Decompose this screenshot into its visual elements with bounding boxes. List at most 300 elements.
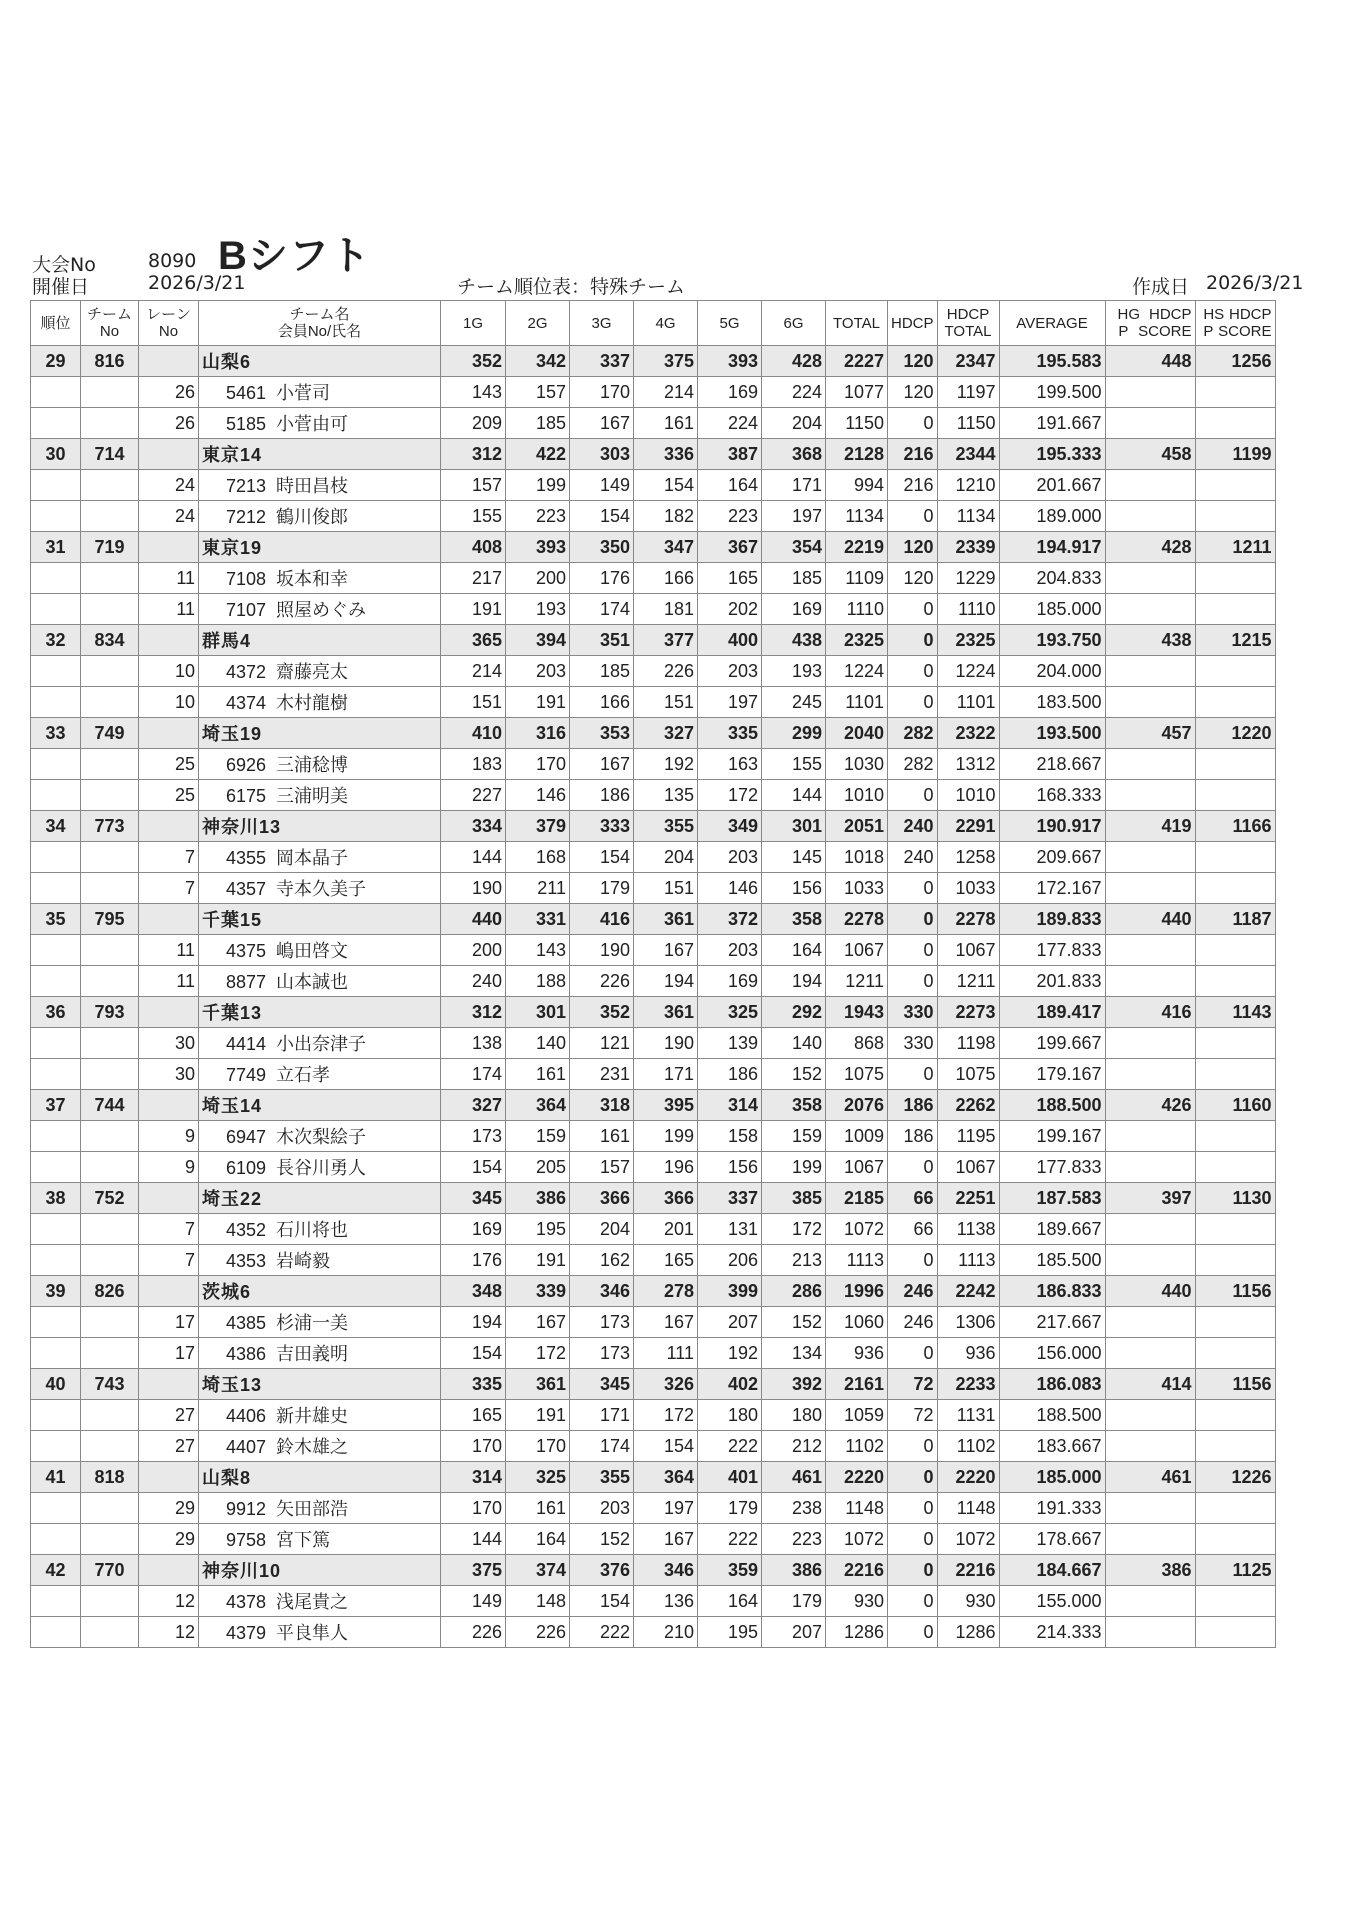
member-no: 4407	[225, 1437, 266, 1457]
member-game-5: 222	[698, 1524, 762, 1555]
team-game-1: 345	[441, 1183, 506, 1214]
member-rank-empty	[31, 470, 81, 501]
member-game-4: 181	[634, 594, 698, 625]
member-lane: 7	[139, 842, 199, 873]
member-hs-empty	[1195, 501, 1275, 532]
team-game-4: 278	[634, 1276, 698, 1307]
team-game-5: 335	[698, 718, 762, 749]
member-row	[31, 1214, 1276, 1245]
col-5g: 5G	[698, 301, 762, 346]
member-name: 小菅由可	[276, 414, 348, 434]
member-no: 6926	[225, 755, 266, 775]
member-game-1: 170	[441, 1493, 506, 1524]
member-hs-empty	[1195, 873, 1275, 904]
member-game-6: 193	[762, 656, 826, 687]
team-total: 2325	[826, 625, 888, 656]
member-hdcp: 0	[888, 501, 938, 532]
team-hs-score: 1166	[1195, 811, 1275, 842]
member-lane: 24	[139, 501, 199, 532]
member-hdcp: 120	[888, 563, 938, 594]
member-hdcp: 120	[888, 377, 938, 408]
member-no-name	[199, 935, 441, 966]
team-game-2: 301	[506, 997, 570, 1028]
member-no-name	[199, 656, 441, 687]
team-game-5: 393	[698, 346, 762, 377]
team-rank: 35	[31, 904, 81, 935]
member-game-2: 203	[506, 656, 570, 687]
member-game-3: 203	[570, 1493, 634, 1524]
member-total: 1010	[826, 780, 888, 811]
member-hs-empty	[1195, 1059, 1275, 1090]
member-hg-empty	[1105, 1493, 1195, 1524]
member-lane: 7	[139, 873, 199, 904]
team-hs-score: 1220	[1195, 718, 1275, 749]
member-hdcp: 66	[888, 1214, 938, 1245]
team-no: 743	[81, 1369, 139, 1400]
member-name: 嶋田啓文	[276, 941, 348, 961]
member-game-5: 195	[698, 1617, 762, 1648]
team-hg-score: 457	[1105, 718, 1195, 749]
member-rank-empty	[31, 1059, 81, 1090]
team-game-2: 393	[506, 532, 570, 563]
member-team-empty	[81, 563, 139, 594]
member-row	[31, 1400, 1276, 1431]
member-game-3: 154	[570, 842, 634, 873]
member-team-empty	[81, 408, 139, 439]
member-total: 1072	[826, 1524, 888, 1555]
member-game-5: 203	[698, 656, 762, 687]
member-hs-empty	[1195, 1028, 1275, 1059]
col-hg: HG HDCP P SCORE	[1105, 301, 1195, 346]
team-total: 2161	[826, 1369, 888, 1400]
member-name: 鶴川俊郎	[276, 507, 348, 527]
member-team-empty	[81, 1245, 139, 1276]
team-lane-empty	[139, 625, 199, 656]
member-game-1: 144	[441, 842, 506, 873]
member-game-4: 167	[634, 935, 698, 966]
member-no-name	[199, 780, 441, 811]
team-hdcp: 72	[888, 1369, 938, 1400]
member-name: 吉田義明	[276, 1344, 348, 1364]
member-rank-empty	[31, 1028, 81, 1059]
member-row	[31, 377, 1276, 408]
member-game-3: 170	[570, 377, 634, 408]
member-game-4: 196	[634, 1152, 698, 1183]
member-hdcp-total: 1072	[937, 1524, 999, 1555]
member-rank-empty	[31, 687, 81, 718]
team-hdcp-total: 2344	[937, 439, 999, 470]
member-hdcp: 0	[888, 1431, 938, 1462]
member-row	[31, 470, 1276, 501]
team-game-5: 401	[698, 1462, 762, 1493]
member-game-1: 214	[441, 656, 506, 687]
team-average: 188.500	[999, 1090, 1105, 1121]
member-game-6: 179	[762, 1586, 826, 1617]
member-no-name	[199, 1028, 441, 1059]
member-lane: 10	[139, 687, 199, 718]
member-team-empty	[81, 1400, 139, 1431]
member-hdcp-total: 1258	[937, 842, 999, 873]
member-lane: 30	[139, 1059, 199, 1090]
member-hdcp: 0	[888, 935, 938, 966]
team-hg-score: 419	[1105, 811, 1195, 842]
team-lane-empty	[139, 1555, 199, 1586]
member-game-1: 176	[441, 1245, 506, 1276]
member-average: 209.667	[999, 842, 1105, 873]
team-average: 187.583	[999, 1183, 1105, 1214]
team-game-3: 350	[570, 532, 634, 563]
member-game-4: 154	[634, 1431, 698, 1462]
member-game-2: 205	[506, 1152, 570, 1183]
team-hdcp: 0	[888, 904, 938, 935]
team-lane-empty	[139, 1369, 199, 1400]
team-rank: 38	[31, 1183, 81, 1214]
member-game-5: 202	[698, 594, 762, 625]
member-total: 1018	[826, 842, 888, 873]
member-game-3: 174	[570, 594, 634, 625]
team-lane-empty	[139, 904, 199, 935]
team-total: 1943	[826, 997, 888, 1028]
member-team-empty	[81, 1586, 139, 1617]
team-hs-score: 1160	[1195, 1090, 1275, 1121]
member-name: 小出奈津子	[276, 1034, 366, 1054]
member-team-empty	[81, 966, 139, 997]
member-game-1: 149	[441, 1586, 506, 1617]
member-row	[31, 408, 1276, 439]
member-hdcp-total: 1306	[937, 1307, 999, 1338]
member-row	[31, 687, 1276, 718]
member-row	[31, 1338, 1276, 1369]
member-row	[31, 1245, 1276, 1276]
team-hg-score: 426	[1105, 1090, 1195, 1121]
member-game-5: 203	[698, 842, 762, 873]
member-game-3: 226	[570, 966, 634, 997]
team-hg-score: 440	[1105, 904, 1195, 935]
member-game-1: 190	[441, 873, 506, 904]
member-hdcp-total: 1067	[937, 935, 999, 966]
team-rank: 41	[31, 1462, 81, 1493]
member-game-2: 199	[506, 470, 570, 501]
taikai-no: 8090	[148, 250, 197, 272]
member-no: 4352	[225, 1220, 266, 1240]
team-game-4: 361	[634, 997, 698, 1028]
member-game-4: 204	[634, 842, 698, 873]
member-no: 4385	[225, 1313, 266, 1333]
member-lane: 7	[139, 1245, 199, 1276]
team-row	[31, 625, 1276, 656]
member-game-2: 188	[506, 966, 570, 997]
member-hdcp-total: 1113	[937, 1245, 999, 1276]
member-row	[31, 501, 1276, 532]
member-hdcp: 0	[888, 656, 938, 687]
member-lane: 9	[139, 1121, 199, 1152]
member-row	[31, 1307, 1276, 1338]
member-game-3: 171	[570, 1400, 634, 1431]
team-game-6: 392	[762, 1369, 826, 1400]
team-game-6: 301	[762, 811, 826, 842]
team-game-4: 361	[634, 904, 698, 935]
member-game-1: 227	[441, 780, 506, 811]
member-hg-empty	[1105, 873, 1195, 904]
member-game-1: 138	[441, 1028, 506, 1059]
member-rank-empty	[31, 966, 81, 997]
member-average: 168.333	[999, 780, 1105, 811]
member-total: 1150	[826, 408, 888, 439]
member-hg-empty	[1105, 935, 1195, 966]
member-no-name	[199, 408, 441, 439]
member-hg-empty	[1105, 1214, 1195, 1245]
member-rank-empty	[31, 656, 81, 687]
member-hs-empty	[1195, 1152, 1275, 1183]
team-row	[31, 904, 1276, 935]
team-total: 2128	[826, 439, 888, 470]
team-rank: 40	[31, 1369, 81, 1400]
created-label: 作成日	[1132, 276, 1190, 298]
member-hdcp-total: 1148	[937, 1493, 999, 1524]
team-game-3: 303	[570, 439, 634, 470]
member-game-6: 212	[762, 1431, 826, 1462]
member-no: 4375	[225, 941, 266, 961]
member-hs-empty	[1195, 780, 1275, 811]
member-game-2: 164	[506, 1524, 570, 1555]
team-row	[31, 1462, 1276, 1493]
member-hdcp: 0	[888, 1617, 938, 1648]
team-hdcp: 0	[888, 625, 938, 656]
team-hdcp-total: 2278	[937, 904, 999, 935]
member-hg-empty	[1105, 1431, 1195, 1462]
member-game-3: 176	[570, 563, 634, 594]
member-row	[31, 1121, 1276, 1152]
member-rank-empty	[31, 1431, 81, 1462]
member-team-empty	[81, 873, 139, 904]
member-no: 7212	[225, 507, 266, 527]
report-header	[32, 228, 1312, 298]
member-average: 204.000	[999, 656, 1105, 687]
team-game-4: 375	[634, 346, 698, 377]
member-name: 杉浦一美	[276, 1313, 348, 1333]
team-game-3: 353	[570, 718, 634, 749]
member-no-name	[199, 1307, 441, 1338]
team-hdcp: 282	[888, 718, 938, 749]
team-lane-empty	[139, 532, 199, 563]
member-hg-empty	[1105, 1400, 1195, 1431]
member-game-2: 140	[506, 1028, 570, 1059]
team-no: 816	[81, 346, 139, 377]
member-game-2: 191	[506, 1400, 570, 1431]
member-team-empty	[81, 749, 139, 780]
team-game-5: 387	[698, 439, 762, 470]
team-average: 190.917	[999, 811, 1105, 842]
member-row	[31, 1059, 1276, 1090]
member-hdcp: 216	[888, 470, 938, 501]
member-rank-empty	[31, 873, 81, 904]
team-hdcp-total: 2273	[937, 997, 999, 1028]
member-total: 936	[826, 1338, 888, 1369]
member-hs-empty	[1195, 1338, 1275, 1369]
team-hs-score: 1256	[1195, 346, 1275, 377]
team-hg-score: 461	[1105, 1462, 1195, 1493]
team-row	[31, 439, 1276, 470]
member-hdcp-total: 1312	[937, 749, 999, 780]
member-total: 1009	[826, 1121, 888, 1152]
member-row	[31, 749, 1276, 780]
member-game-1: 169	[441, 1214, 506, 1245]
member-game-4: 161	[634, 408, 698, 439]
member-hg-empty	[1105, 1586, 1195, 1617]
team-game-2: 374	[506, 1555, 570, 1586]
member-hdcp-total: 1010	[937, 780, 999, 811]
member-team-empty	[81, 1028, 139, 1059]
member-no: 8877	[225, 972, 266, 992]
member-game-1: 209	[441, 408, 506, 439]
member-lane: 12	[139, 1617, 199, 1648]
member-game-2: 157	[506, 377, 570, 408]
member-row	[31, 1152, 1276, 1183]
member-row	[31, 780, 1276, 811]
member-hs-empty	[1195, 470, 1275, 501]
member-lane: 30	[139, 1028, 199, 1059]
member-game-3: 190	[570, 935, 634, 966]
member-team-empty	[81, 594, 139, 625]
member-average: 191.667	[999, 408, 1105, 439]
team-no: 749	[81, 718, 139, 749]
member-average: 214.333	[999, 1617, 1105, 1648]
member-name: 立石孝	[276, 1065, 330, 1085]
member-game-2: 146	[506, 780, 570, 811]
member-no-name	[199, 1214, 441, 1245]
created-date: 2026/3/21	[1206, 272, 1304, 294]
member-hdcp: 0	[888, 966, 938, 997]
team-rank: 37	[31, 1090, 81, 1121]
member-hg-empty	[1105, 470, 1195, 501]
member-game-2: 226	[506, 1617, 570, 1648]
member-average: 177.833	[999, 935, 1105, 966]
team-game-1: 312	[441, 439, 506, 470]
team-total: 2278	[826, 904, 888, 935]
member-hdcp: 0	[888, 873, 938, 904]
team-total: 2216	[826, 1555, 888, 1586]
member-team-empty	[81, 1121, 139, 1152]
member-hdcp-total: 1033	[937, 873, 999, 904]
member-name: 照屋めぐみ	[276, 600, 366, 620]
member-no-name	[199, 1059, 441, 1090]
team-game-4: 346	[634, 1555, 698, 1586]
member-game-3: 149	[570, 470, 634, 501]
member-hs-empty	[1195, 1431, 1275, 1462]
member-no: 4355	[225, 848, 266, 868]
member-hdcp: 0	[888, 594, 938, 625]
member-game-5: 165	[698, 563, 762, 594]
member-game-4: 111	[634, 1338, 698, 1369]
member-game-4: 135	[634, 780, 698, 811]
member-game-6: 152	[762, 1059, 826, 1090]
member-total: 1286	[826, 1617, 888, 1648]
team-no: 818	[81, 1462, 139, 1493]
member-hg-empty	[1105, 1028, 1195, 1059]
team-game-1: 348	[441, 1276, 506, 1307]
member-game-1: 173	[441, 1121, 506, 1152]
member-no-name	[199, 1493, 441, 1524]
team-average: 194.917	[999, 532, 1105, 563]
member-no-name	[199, 1121, 441, 1152]
team-no: 744	[81, 1090, 139, 1121]
member-average: 199.667	[999, 1028, 1105, 1059]
team-game-3: 416	[570, 904, 634, 935]
team-game-3: 351	[570, 625, 634, 656]
team-game-5: 349	[698, 811, 762, 842]
team-row	[31, 1276, 1276, 1307]
member-game-6: 171	[762, 470, 826, 501]
member-game-1: 183	[441, 749, 506, 780]
member-hs-empty	[1195, 1245, 1275, 1276]
member-game-5: 223	[698, 501, 762, 532]
member-no: 7213	[225, 476, 266, 496]
member-rank-empty	[31, 594, 81, 625]
member-name: 坂本和幸	[276, 569, 348, 589]
member-total: 1113	[826, 1245, 888, 1276]
member-team-empty	[81, 1617, 139, 1648]
member-game-1: 151	[441, 687, 506, 718]
team-game-6: 286	[762, 1276, 826, 1307]
member-hdcp: 0	[888, 1586, 938, 1617]
member-game-2: 191	[506, 1245, 570, 1276]
member-hdcp-total: 1075	[937, 1059, 999, 1090]
team-game-4: 336	[634, 439, 698, 470]
member-game-5: 139	[698, 1028, 762, 1059]
member-game-2: 170	[506, 749, 570, 780]
team-game-5: 367	[698, 532, 762, 563]
member-hs-empty	[1195, 563, 1275, 594]
member-game-4: 182	[634, 501, 698, 532]
member-no: 4353	[225, 1251, 266, 1271]
member-lane: 11	[139, 935, 199, 966]
col-1g: 1G	[441, 301, 506, 346]
team-hdcp-total: 2291	[937, 811, 999, 842]
member-hg-empty	[1105, 656, 1195, 687]
team-lane-empty	[139, 1090, 199, 1121]
member-hg-empty	[1105, 501, 1195, 532]
team-hdcp-total: 2220	[937, 1462, 999, 1493]
member-total: 1060	[826, 1307, 888, 1338]
team-row	[31, 1369, 1276, 1400]
member-hs-empty	[1195, 966, 1275, 997]
team-game-4: 347	[634, 532, 698, 563]
member-game-4: 199	[634, 1121, 698, 1152]
member-hdcp: 0	[888, 1493, 938, 1524]
member-game-5: 206	[698, 1245, 762, 1276]
member-game-5: 180	[698, 1400, 762, 1431]
team-game-3: 355	[570, 1462, 634, 1493]
col-rank: 順位	[31, 301, 81, 346]
member-game-6: 197	[762, 501, 826, 532]
member-hg-empty	[1105, 780, 1195, 811]
member-lane: 27	[139, 1400, 199, 1431]
member-lane: 11	[139, 594, 199, 625]
team-average: 195.333	[999, 439, 1105, 470]
member-game-1: 165	[441, 1400, 506, 1431]
team-game-2: 316	[506, 718, 570, 749]
member-team-empty	[81, 1059, 139, 1090]
member-no: 5185	[225, 414, 266, 434]
team-rank: 34	[31, 811, 81, 842]
team-hg-score: 440	[1105, 1276, 1195, 1307]
member-game-2: 148	[506, 1586, 570, 1617]
member-name: 長谷川勇人	[276, 1158, 366, 1178]
member-game-1: 157	[441, 470, 506, 501]
member-game-5: 164	[698, 1586, 762, 1617]
team-hg-score: 397	[1105, 1183, 1195, 1214]
member-average: 217.667	[999, 1307, 1105, 1338]
